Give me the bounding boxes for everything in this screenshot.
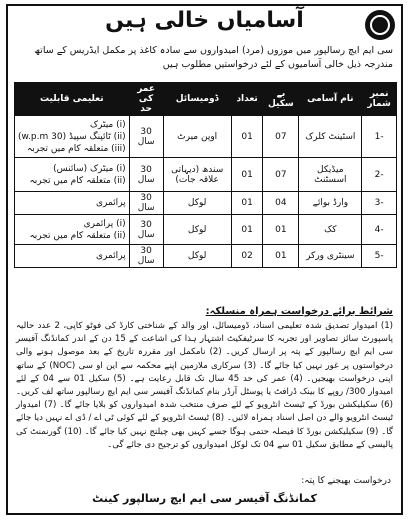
cell-serial: -4 xyxy=(362,215,397,245)
cell-post: میڈیکل اسسٹنٹ xyxy=(299,158,362,192)
header-count: تعداد xyxy=(231,83,263,116)
cell-serial: -3 xyxy=(362,192,397,215)
cell-domicile: لوکل xyxy=(163,245,231,268)
cell-post: سینٹری ورکر xyxy=(299,245,362,268)
cell-scale: 01 xyxy=(263,215,299,245)
table-row xyxy=(15,245,397,268)
table-row xyxy=(15,158,397,192)
cell-age: 30 سال xyxy=(129,116,163,158)
vacancy-table xyxy=(14,82,397,268)
cell-age: 30 سال xyxy=(129,215,163,245)
headline: آسامیاں خالی ہیں xyxy=(105,8,304,33)
cell-serial: -2 xyxy=(362,158,397,192)
cell-domicile: لوکل xyxy=(163,192,231,215)
qualification-line: (ii) متعلقہ کام میں تجربہ xyxy=(29,175,126,186)
table-row xyxy=(15,192,397,215)
advertisement xyxy=(6,4,403,515)
qualification-line: (i) میٹرک xyxy=(89,119,126,130)
cell-count: 02 xyxy=(231,245,263,268)
send-to-label: درخواست بھیجنے کا پتہ: xyxy=(301,476,391,486)
cell-post: وارڈ بوائے xyxy=(299,192,362,215)
signature: کمانڈنگ آفیسر سی ایم ایچ رسالپور کینٹ xyxy=(92,492,317,505)
cell-qualification xyxy=(15,215,130,245)
qualification-line: (ii) متعلقہ کام میں تجربہ xyxy=(29,230,126,241)
cell-serial: -1 xyxy=(362,116,397,158)
header-domicile: ڈومیسائل xyxy=(163,83,231,116)
intro-text: سی ایم ایچ رسالپور میں موزوں (مرد) امیدواروں سے سادہ کاغذ پر مکمل ایڈریس کے ساتھ مندرجہ ذیل خالی آسامیوں کے لئے درخواستیں مطلوب ہیں xyxy=(34,45,393,70)
header-qualification: تعلیمی قابلیت xyxy=(15,83,130,116)
cell-domicile: اوپن میرٹ xyxy=(163,116,231,158)
cell-scale: 07 xyxy=(263,158,299,192)
cell-domicile: لوکل xyxy=(163,215,231,245)
cell-count: 01 xyxy=(231,215,263,245)
cell-count: 01 xyxy=(231,158,263,192)
cell-post: کک xyxy=(299,215,362,245)
cell-post: اسٹینٹ کلرک xyxy=(299,116,362,158)
header-post: نام آسامی xyxy=(299,83,362,116)
conditions-text: (1) امیدوار تصدیق شدہ تعلیمی اسناد، ڈومیسائل، اور والد کے شناختی کارڈ کی فوٹو کاپی، 2 عدد حالیہ پاسپورٹ سائز تصاویر اور تجربہ کا سرٹیفکیٹ اشتہار ہذا کی اشاعت کے 15 دن کے اندر کمانڈنگ آفیسر سی ایم ایچ رسالپور کے پتہ پر ارسال کریں۔ (2) نامکمل اور مقررہ تاریخ کے بعد موصول ہونے والی درخواستوں پر غور نہیں کیا جائے گا۔ (3) سرکاری ملازمین اپنے محکمہ سے این او سی (NOC) کے ساتھ اپنی درخواست بھیجیں۔ (4) عمر کی حد 45 سال تک قابل رعایت ہے۔ (5) سکیل 01 سے 04 کے لئے امیدوار 300/ روپے کا بینک ڈرافٹ یا پوسٹل آرڈر بنام کمانڈنگ آفیسر سی ایم ایچ رسالپور ساتھ لف کریں۔ (6) سکیلیکشن بورڈ کے ٹیسٹ انٹرویو کے لئے صرف منتخب شدہ امیدواروں کو بلایا جائے گا۔ (7) امیدوار ٹیسٹ انٹرویو والے دن اصل اسناد ہمراہ لائیں۔ (8) ٹیسٹ انٹرویو کے لئے کوئی ٹی اے / ڈی اے نہیں دیا جائے گا۔ (9) سکیلیکشن بورڈ کا فیصلہ حتمی ہوگا جسے کہیں بھی چیلنج نہیں کیا جائے گا۔ (10) گورنمنٹ کی پالیسی کے مطابق سکیل 01 سے 04 تک لوکل امیدواروں کو ترجیح دی جائے گی۔ xyxy=(16,321,394,450)
cell-qualification xyxy=(15,192,130,215)
cell-serial: -5 xyxy=(362,245,397,268)
cell-qualification xyxy=(15,158,130,192)
cell-count: 01 xyxy=(231,192,263,215)
cell-scale: 07 xyxy=(263,116,299,158)
cell-count: 01 xyxy=(231,116,263,158)
header-age: عمر کی حد xyxy=(129,83,163,116)
qualification-line: پرائمری xyxy=(95,198,126,208)
cell-scale: 01 xyxy=(263,245,299,268)
cell-age: 30 سال xyxy=(129,245,163,268)
cell-qualification xyxy=(15,245,130,268)
cell-age: 30 سال xyxy=(129,158,163,192)
qualification-line: پرائمری xyxy=(95,251,126,261)
qualification-line: (i) پرائمری xyxy=(83,218,126,229)
header-serial: نمبر شمار xyxy=(362,83,397,116)
table-row xyxy=(15,215,397,245)
cell-domicile: سندھ (دیہاتی علاقہ جات) xyxy=(163,158,231,192)
conditions-title: شرائط برائے درخواست ہمراہ منسلکہ: xyxy=(205,306,393,317)
table-row xyxy=(15,116,397,158)
cell-scale: 04 xyxy=(263,192,299,215)
cell-qualification xyxy=(15,116,130,158)
qualification-line: (ii) ٹائپنگ سپیڈ (30 w.p.m) xyxy=(18,131,126,142)
table-header-row xyxy=(15,83,397,116)
header-scale: بے سکیل xyxy=(263,83,299,116)
qualification-line: (iii) متعلقہ کام میں تجربہ xyxy=(26,143,126,154)
qualification-line: (i) میٹرک (سائنس) xyxy=(53,163,126,174)
cell-age: 30 سال xyxy=(129,192,163,215)
